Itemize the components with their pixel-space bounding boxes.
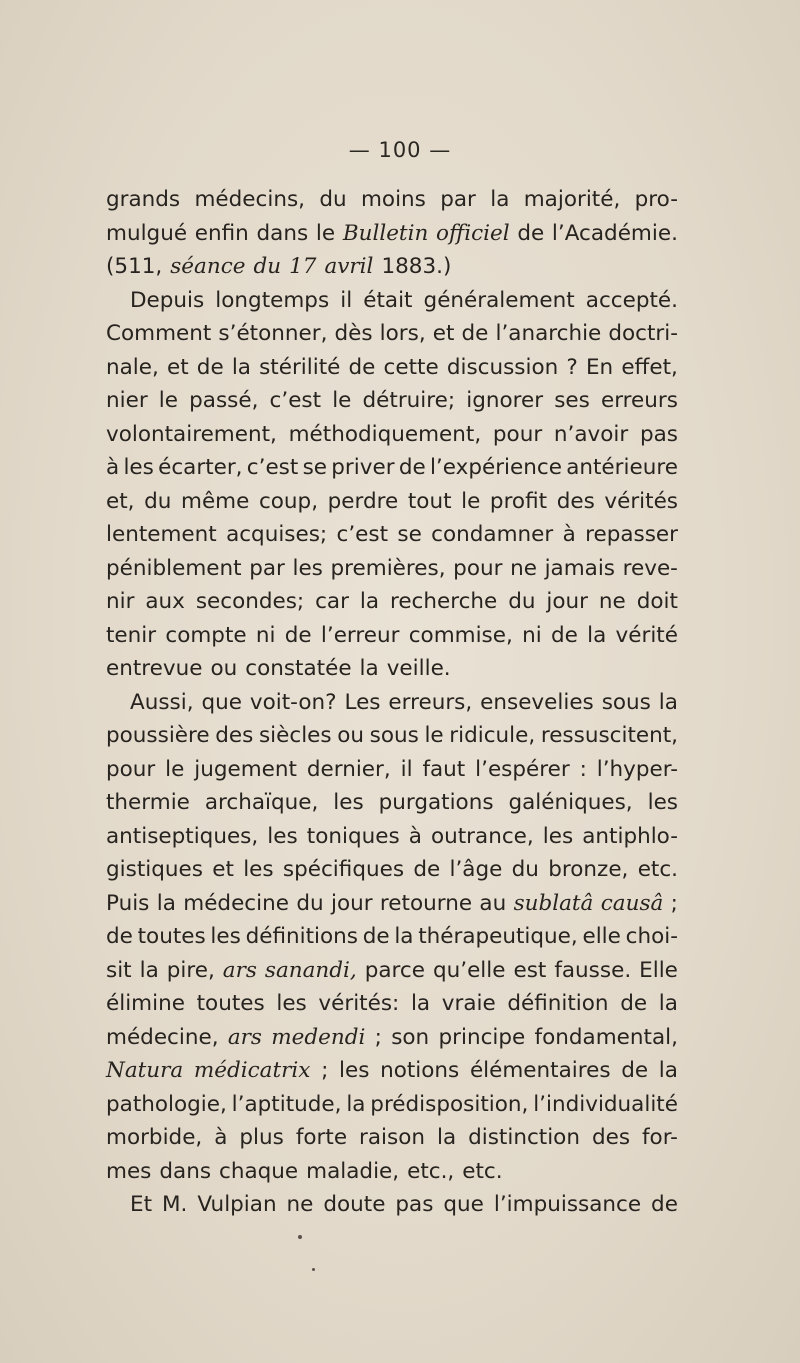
word: et, (106, 488, 135, 514)
word: entrevue (106, 656, 203, 681)
word: Natura (106, 1058, 184, 1083)
word: Les (344, 689, 381, 715)
word: vérités: (318, 991, 400, 1016)
word: vérité (615, 622, 678, 648)
page-number: — 100 — (348, 138, 452, 162)
word: de (348, 354, 376, 380)
text-line (106, 552, 678, 586)
word: de (106, 924, 133, 949)
word: du (511, 857, 539, 882)
word: de (284, 622, 312, 648)
word: accepté. (585, 287, 678, 313)
word: retourne (379, 890, 473, 916)
word: lentement (106, 522, 217, 547)
word: élimine (106, 991, 185, 1016)
word: volontairement, (106, 421, 277, 447)
word: priver (331, 455, 395, 480)
word: commise, (408, 622, 513, 648)
word: Bulletin (342, 220, 429, 246)
word: pour (492, 421, 543, 447)
word: l’anarchie (495, 321, 602, 346)
word: dans (159, 1158, 212, 1184)
word: ressuscitent, (540, 723, 678, 748)
word: de (550, 622, 578, 648)
word: vraie (441, 991, 496, 1016)
word: choi- (625, 924, 678, 949)
word: officiel (436, 220, 510, 246)
word: les (339, 1058, 370, 1083)
word: dès (334, 321, 373, 346)
word: de (398, 455, 426, 480)
word: médicatrix (193, 1058, 311, 1083)
text-line (106, 920, 678, 954)
word: outrance, (430, 823, 534, 849)
word: ses (554, 388, 590, 413)
word: repasser (585, 522, 678, 547)
word: l’impuissance (493, 1192, 642, 1217)
word: méthodiquement, (288, 421, 482, 447)
word: pro- (634, 187, 678, 212)
ink-speck (298, 1235, 302, 1239)
word: Aussi, (130, 689, 194, 715)
word: du (253, 254, 282, 279)
word: la (658, 1058, 678, 1083)
word: premières, (330, 555, 446, 581)
word: Et (130, 1192, 153, 1217)
word: des (215, 723, 254, 748)
word: tout (407, 488, 452, 514)
text-line (106, 987, 678, 1021)
word: la (156, 890, 176, 916)
word: le (165, 756, 185, 782)
word: secondes; (195, 589, 305, 614)
word: moins (360, 187, 426, 212)
word: pour (106, 756, 156, 782)
word: généralement (423, 287, 575, 313)
text-line (106, 183, 678, 217)
word: sous (601, 689, 651, 715)
text-line (106, 1155, 678, 1189)
text-line (106, 1021, 678, 1055)
text-line (106, 719, 678, 753)
word: Depuis (130, 287, 205, 313)
word: discussion (446, 354, 559, 380)
word: la (359, 656, 379, 681)
word: des (556, 488, 595, 514)
word: pas (395, 1192, 434, 1217)
text-line (106, 585, 678, 619)
word: longtemps (215, 287, 330, 313)
word: les (123, 455, 154, 480)
word: M. (161, 1192, 188, 1217)
word: aux (145, 589, 185, 614)
word: ou (210, 656, 238, 681)
word: grands (106, 187, 181, 212)
word: erreurs (600, 388, 678, 413)
word: pire, (166, 957, 215, 983)
word: passé, (189, 388, 259, 413)
word: l’Académie. (551, 220, 678, 246)
word: distinction (468, 1125, 580, 1150)
word: il (340, 287, 353, 313)
word: de (196, 354, 224, 380)
word: prédisposition, (370, 1091, 529, 1117)
word: les (267, 823, 298, 849)
text-line (106, 954, 678, 988)
word: jugement (194, 756, 297, 782)
word: 17 (289, 254, 317, 279)
word: thermie (106, 790, 190, 815)
word: l’aptitude, (231, 1091, 342, 1117)
text-line (106, 250, 678, 284)
word: etc. (462, 1158, 503, 1184)
word: séance (170, 254, 246, 279)
word: chaque (219, 1158, 299, 1184)
word: plus (239, 1125, 284, 1150)
word: etc., (407, 1158, 455, 1184)
word: et (212, 857, 234, 882)
word: élémentaires (469, 1058, 611, 1083)
word: purgations (378, 790, 494, 815)
text-line (106, 853, 678, 887)
text-line (106, 418, 678, 452)
word: ne (510, 555, 537, 581)
word: le (158, 388, 178, 413)
word: c’est (269, 388, 322, 413)
word: stérilité (259, 354, 341, 380)
word: notions (380, 1058, 460, 1083)
word: Elle (639, 957, 678, 983)
text-line (106, 820, 678, 854)
word: forte (295, 1125, 348, 1150)
text-line (106, 384, 678, 418)
word: la (231, 354, 251, 380)
word: for- (641, 1125, 678, 1150)
word: dans (256, 220, 309, 246)
word: péniblement (106, 555, 242, 581)
word: doit (636, 589, 678, 614)
word: l’erreur (320, 622, 400, 648)
word: fondamental, (534, 1024, 678, 1050)
text-line (106, 1121, 678, 1155)
word: jour (546, 589, 588, 614)
word: que (201, 689, 242, 715)
word: tenir (106, 622, 157, 648)
word: ni (522, 622, 542, 648)
ink-speck (312, 1268, 315, 1271)
text-line (106, 652, 678, 686)
word: pas (639, 421, 678, 447)
word: sanandi, (264, 957, 357, 983)
word: n’avoir (553, 421, 629, 447)
word: mulgué (106, 220, 188, 246)
word: principe (438, 1024, 526, 1050)
word: les (210, 924, 241, 949)
word: etc. (637, 857, 678, 882)
text-line (106, 786, 678, 820)
word: spécifiques (282, 857, 405, 882)
word: de (651, 1192, 678, 1217)
text-line (106, 351, 678, 385)
word: de (413, 857, 441, 882)
word: majorité, (523, 187, 621, 212)
word: à (106, 455, 120, 480)
word: antérieure (566, 455, 678, 480)
word: : (579, 756, 587, 782)
word: bronze, (548, 857, 629, 882)
word: toutes (196, 991, 265, 1016)
word: c’est (246, 455, 299, 480)
word: En (585, 354, 614, 380)
word: ars (227, 1024, 262, 1050)
word: Vulpian (197, 1192, 277, 1217)
word: ignorer (466, 388, 544, 413)
word: l’individualité (533, 1091, 678, 1117)
word: qu’elle (432, 957, 506, 983)
word: doute (323, 1192, 386, 1217)
word: l’expérience (429, 455, 562, 480)
word: sous (369, 723, 419, 748)
word: parce (364, 957, 425, 983)
word: ensevelies (480, 689, 594, 715)
word: la (394, 924, 414, 949)
word: faut (422, 756, 466, 782)
word: pathologie, (106, 1091, 227, 1117)
word: de (517, 220, 545, 246)
word: jamais (544, 555, 616, 581)
word: sublatâ (513, 890, 594, 916)
word: voit-on? (249, 689, 337, 715)
word: causâ (600, 890, 664, 916)
word: ne (286, 1192, 314, 1217)
word: la (587, 622, 607, 648)
word: nir (106, 589, 135, 614)
word: les (243, 857, 274, 882)
word: la (139, 957, 159, 983)
word: à (562, 522, 576, 547)
word: antiseptiques, (106, 823, 259, 849)
text-line (106, 1088, 678, 1122)
word: le (461, 488, 481, 514)
word: 1883.) (381, 254, 452, 279)
word: avril (324, 254, 374, 279)
word: le (315, 220, 336, 246)
word: erreurs, (388, 689, 473, 715)
text-line (106, 217, 678, 251)
text-line (106, 753, 678, 787)
word: toniques (306, 823, 400, 849)
word: ; (321, 1058, 329, 1083)
text-line (106, 317, 678, 351)
word: de (362, 924, 390, 949)
word: thérapeutique, (418, 924, 578, 949)
word: que (443, 1192, 484, 1217)
word: et (166, 354, 189, 380)
word: vérités (604, 488, 678, 514)
word: et (432, 321, 455, 346)
word: la (436, 1125, 457, 1150)
word: (511, (106, 254, 163, 279)
word: fausse. (554, 957, 632, 983)
word: medendi (271, 1024, 366, 1050)
word: son (391, 1024, 430, 1050)
text-line (106, 284, 678, 318)
word: se (302, 455, 328, 480)
word: ? (566, 354, 578, 380)
word: détruire; (362, 388, 456, 413)
word: la (359, 589, 380, 614)
word: même (181, 488, 250, 514)
word: Comment (106, 321, 212, 346)
word: gistiques (106, 857, 203, 882)
word: l’hyper- (596, 756, 678, 782)
word: effet, (621, 354, 678, 380)
word: les (542, 823, 574, 849)
word: est (513, 957, 547, 983)
text-line (106, 1188, 678, 1222)
word: siècles (258, 723, 332, 748)
word: galéniques, (508, 790, 633, 815)
word: du (144, 488, 172, 514)
word: acquises; (226, 522, 328, 547)
word: médecins, (194, 187, 305, 212)
word: à (214, 1125, 228, 1150)
word: reve- (622, 555, 678, 581)
word: recherche (389, 589, 498, 614)
word: condamner (431, 522, 554, 547)
word: de (461, 321, 489, 346)
word: il (400, 756, 413, 782)
word: écarter, (158, 455, 243, 480)
word: définition (507, 991, 609, 1016)
word: de (621, 1058, 649, 1083)
word: compte (165, 622, 247, 648)
word: l’âge (449, 857, 503, 882)
word: poussière (106, 723, 210, 748)
word: cette (383, 354, 439, 380)
word: s’étonner, (218, 321, 328, 346)
word: la (658, 689, 678, 715)
word: les (333, 790, 364, 815)
word: constatée (245, 656, 352, 681)
word: doctri- (608, 321, 678, 346)
word: du (319, 187, 347, 212)
word: raison (359, 1125, 426, 1150)
word: elle (582, 924, 621, 949)
word: la (346, 1091, 366, 1117)
word: à (408, 823, 422, 849)
word: ridicule, (449, 723, 536, 748)
word: perdre (327, 488, 399, 514)
word: veille. (386, 656, 451, 681)
word: Puis (106, 890, 150, 916)
word: du (508, 589, 536, 614)
word: ; (374, 1024, 382, 1050)
word: morbide, (106, 1125, 203, 1150)
text-line (106, 518, 678, 552)
word: ; (670, 890, 678, 916)
text-line (106, 619, 678, 653)
word: médecine, (106, 1024, 219, 1050)
word: la (490, 187, 510, 212)
word: ou (337, 723, 365, 748)
text-line (106, 887, 678, 921)
word: enfin (194, 220, 249, 246)
word: c’est (336, 522, 389, 547)
word: des (591, 1125, 631, 1150)
word: les (647, 790, 678, 815)
word: pour (453, 555, 503, 581)
word: profit (489, 488, 548, 514)
text-line (106, 1054, 678, 1088)
word: nier (106, 388, 148, 413)
text-line (106, 686, 678, 720)
word: archaïque, (204, 790, 319, 815)
word: le (332, 388, 352, 413)
word: la (410, 991, 431, 1016)
word: ne (598, 589, 626, 614)
word: par (440, 187, 476, 212)
word: car (315, 589, 349, 614)
text-line (106, 451, 678, 485)
word: toutes (137, 924, 206, 949)
word: la (658, 991, 678, 1016)
word: coup, (258, 488, 319, 514)
word: sit (106, 957, 132, 983)
word: se (397, 522, 422, 547)
word: nale, (106, 354, 159, 380)
word: les (292, 555, 323, 581)
word: le (424, 723, 444, 748)
word: les (276, 991, 307, 1016)
word: au (479, 890, 507, 916)
word: lors, (379, 321, 426, 346)
word: définitions (245, 924, 358, 949)
word: l’espérer (475, 756, 570, 782)
word: maladie, (306, 1158, 400, 1184)
word: du (296, 890, 324, 916)
body-text (106, 183, 678, 1222)
word: de (620, 991, 648, 1016)
word: antiphlo- (582, 823, 678, 849)
word: était (363, 287, 413, 313)
word: médecine (183, 890, 289, 916)
word: ars (222, 957, 257, 983)
word: jour (330, 890, 373, 916)
word: dernier, (306, 756, 391, 782)
word: mes (106, 1158, 152, 1184)
word: par (249, 555, 285, 581)
word: ni (255, 622, 276, 648)
text-line (106, 485, 678, 519)
